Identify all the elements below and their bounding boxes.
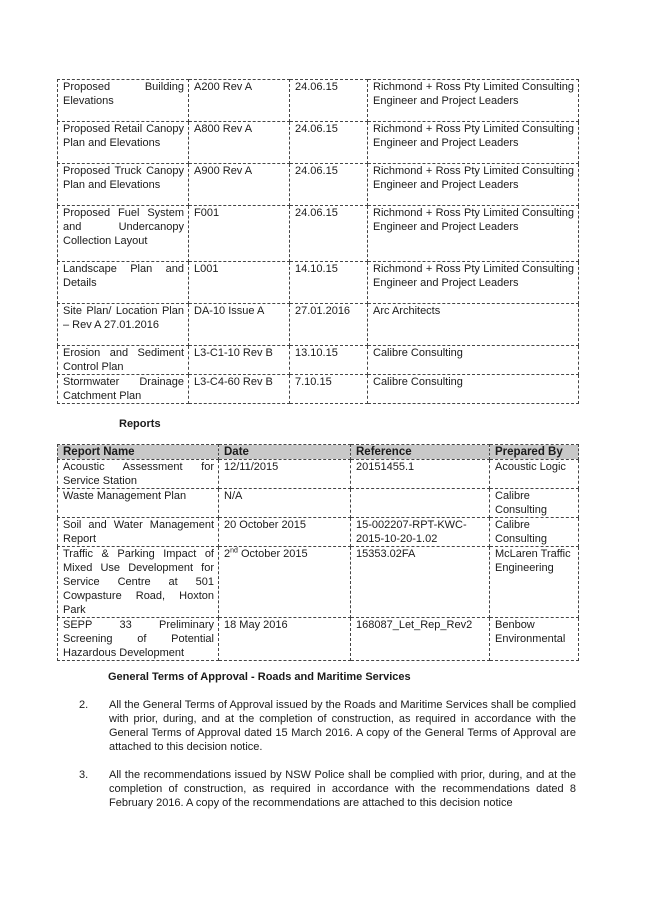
condition-clause — [79, 768, 576, 810]
plan-reference: L001 — [189, 262, 290, 304]
plan-reference: DA-10 Issue A — [189, 304, 290, 346]
plan-name: Proposed Truck Canopy Plan and Elevations — [58, 164, 189, 206]
plan-reference: L3-C4-60 Rev B — [189, 375, 290, 404]
report-date-ordinal: nd — [230, 547, 238, 555]
plan-prepared-by: Calibre Consulting — [368, 346, 579, 375]
plan-date: 24.06.15 — [290, 206, 368, 262]
table-header-row — [58, 445, 579, 460]
plan-name: Stormwater Drainage Catchment Plan — [58, 375, 189, 404]
report-date-day: 2 — [224, 548, 231, 560]
table-row — [58, 375, 579, 404]
column-header: Date — [219, 445, 351, 460]
report-name: SEPP 33 Preliminary Screening of Potential Hazardous Development — [58, 618, 219, 661]
report-reference: 168087_Let_Rep_Rev2 — [351, 618, 490, 661]
report-date: 20 October 2015 — [219, 518, 351, 547]
report-prepared-by: McLaren Traffic Engineering — [490, 547, 579, 618]
plan-prepared-by: Richmond + Ross Pty Limited Consulting Engineer and Project Leaders — [368, 262, 579, 304]
report-reference: 20151455.1 — [351, 460, 490, 489]
plan-date: 24.06.15 — [290, 122, 368, 164]
table-row — [58, 122, 579, 164]
column-header: Prepared By — [490, 445, 579, 460]
plan-reference: F001 — [189, 206, 290, 262]
plan-prepared-by: Richmond + Ross Pty Limited Consulting Engineer and Project Leaders — [368, 164, 579, 206]
table-row — [58, 489, 579, 518]
plan-date: 27.01.2016 — [290, 304, 368, 346]
report-date-rest: October 2015 — [237, 548, 308, 560]
plan-name: Proposed Retail Canopy Plan and Elevations — [58, 122, 189, 164]
report-date: N/A — [219, 489, 351, 518]
plan-reference: A900 Rev A — [189, 164, 290, 206]
plan-reference: L3-C1-10 Rev B — [189, 346, 290, 375]
plan-name: Erosion and Sediment Control Plan — [58, 346, 189, 375]
clause-number: 3. — [79, 769, 89, 781]
plan-date: 13.10.15 — [290, 346, 368, 375]
column-header: Report Name — [58, 445, 219, 460]
condition-clause — [79, 698, 576, 754]
report-date: 12/11/2015 — [219, 460, 351, 489]
table-row — [58, 460, 579, 489]
clause-text: All the recommendations issued by NSW Police shall be complied with prior, during, and at the completion of construction, as required in accordance with the recommendations dated 8 February 2016. A copy of the recommendations are attached to this decision notice — [109, 769, 576, 809]
column-header: Reference — [351, 445, 490, 460]
table-row — [58, 206, 579, 262]
report-name: Traffic & Parking Impact of Mixed Use Development for Service Centre at 501 Cowpasture Road, Hoxton Park — [58, 547, 219, 618]
table-row — [58, 618, 579, 661]
table-row — [58, 304, 579, 346]
report-prepared-by: Acoustic Logic — [490, 460, 579, 489]
report-name: Soil and Water Management Report — [58, 518, 219, 547]
report-name: Acoustic Assessment for Service Station — [58, 460, 219, 489]
plan-date: 7.10.15 — [290, 375, 368, 404]
plan-name: Landscape Plan and Details — [58, 262, 189, 304]
plan-name: Proposed Building Elevations — [58, 80, 189, 122]
report-reference: 15353.02FA — [351, 547, 490, 618]
plan-date: 14.10.15 — [290, 262, 368, 304]
clause-number: 2. — [79, 699, 89, 711]
plan-prepared-by: Calibre Consulting — [368, 375, 579, 404]
report-prepared-by: Calibre Consulting — [490, 518, 579, 547]
report-name: Waste Management Plan — [58, 489, 219, 518]
reports-table — [57, 444, 579, 661]
plan-date: 24.06.15 — [290, 80, 368, 122]
plan-prepared-by: Richmond + Ross Pty Limited Consulting Engineer and Project Leaders — [368, 206, 579, 262]
report-date — [219, 547, 351, 618]
table-row — [58, 547, 579, 618]
report-date: 18 May 2016 — [219, 618, 351, 661]
plan-reference: A800 Rev A — [189, 122, 290, 164]
table-row — [58, 262, 579, 304]
plans-table — [57, 79, 579, 404]
table-row — [58, 346, 579, 375]
plan-reference: A200 Rev A — [189, 80, 290, 122]
report-prepared-by: Benbow Environmental — [490, 618, 579, 661]
report-prepared-by: Calibre Consulting — [490, 489, 579, 518]
table-row — [58, 80, 579, 122]
reports-heading: Reports — [119, 418, 161, 430]
table-row — [58, 164, 579, 206]
report-reference — [351, 489, 490, 518]
plan-prepared-by: Richmond + Ross Pty Limited Consulting Engineer and Project Leaders — [368, 122, 579, 164]
plan-name: Proposed Fuel System and Undercanopy Collection Layout — [58, 206, 189, 262]
report-reference: 15-002207-RPT-KWC-2015-10-20-1.02 — [351, 518, 490, 547]
plan-prepared-by: Arc Architects — [368, 304, 579, 346]
terms-heading: General Terms of Approval - Roads and Maritime Services — [108, 671, 411, 683]
plan-date: 24.06.15 — [290, 164, 368, 206]
clause-text: All the General Terms of Approval issued by the Roads and Maritime Services shall be complied with prior, during, and at the completion of construction, as required in accordance with the General Terms of Approval dated 15 March 2016. A copy of the General Terms of Approval are attached to this decision notice. — [109, 699, 576, 753]
table-row — [58, 518, 579, 547]
plan-prepared-by: Richmond + Ross Pty Limited Consulting Engineer and Project Leaders — [368, 80, 579, 122]
plan-name: Site Plan/ Location Plan – Rev A 27.01.2016 — [58, 304, 189, 346]
